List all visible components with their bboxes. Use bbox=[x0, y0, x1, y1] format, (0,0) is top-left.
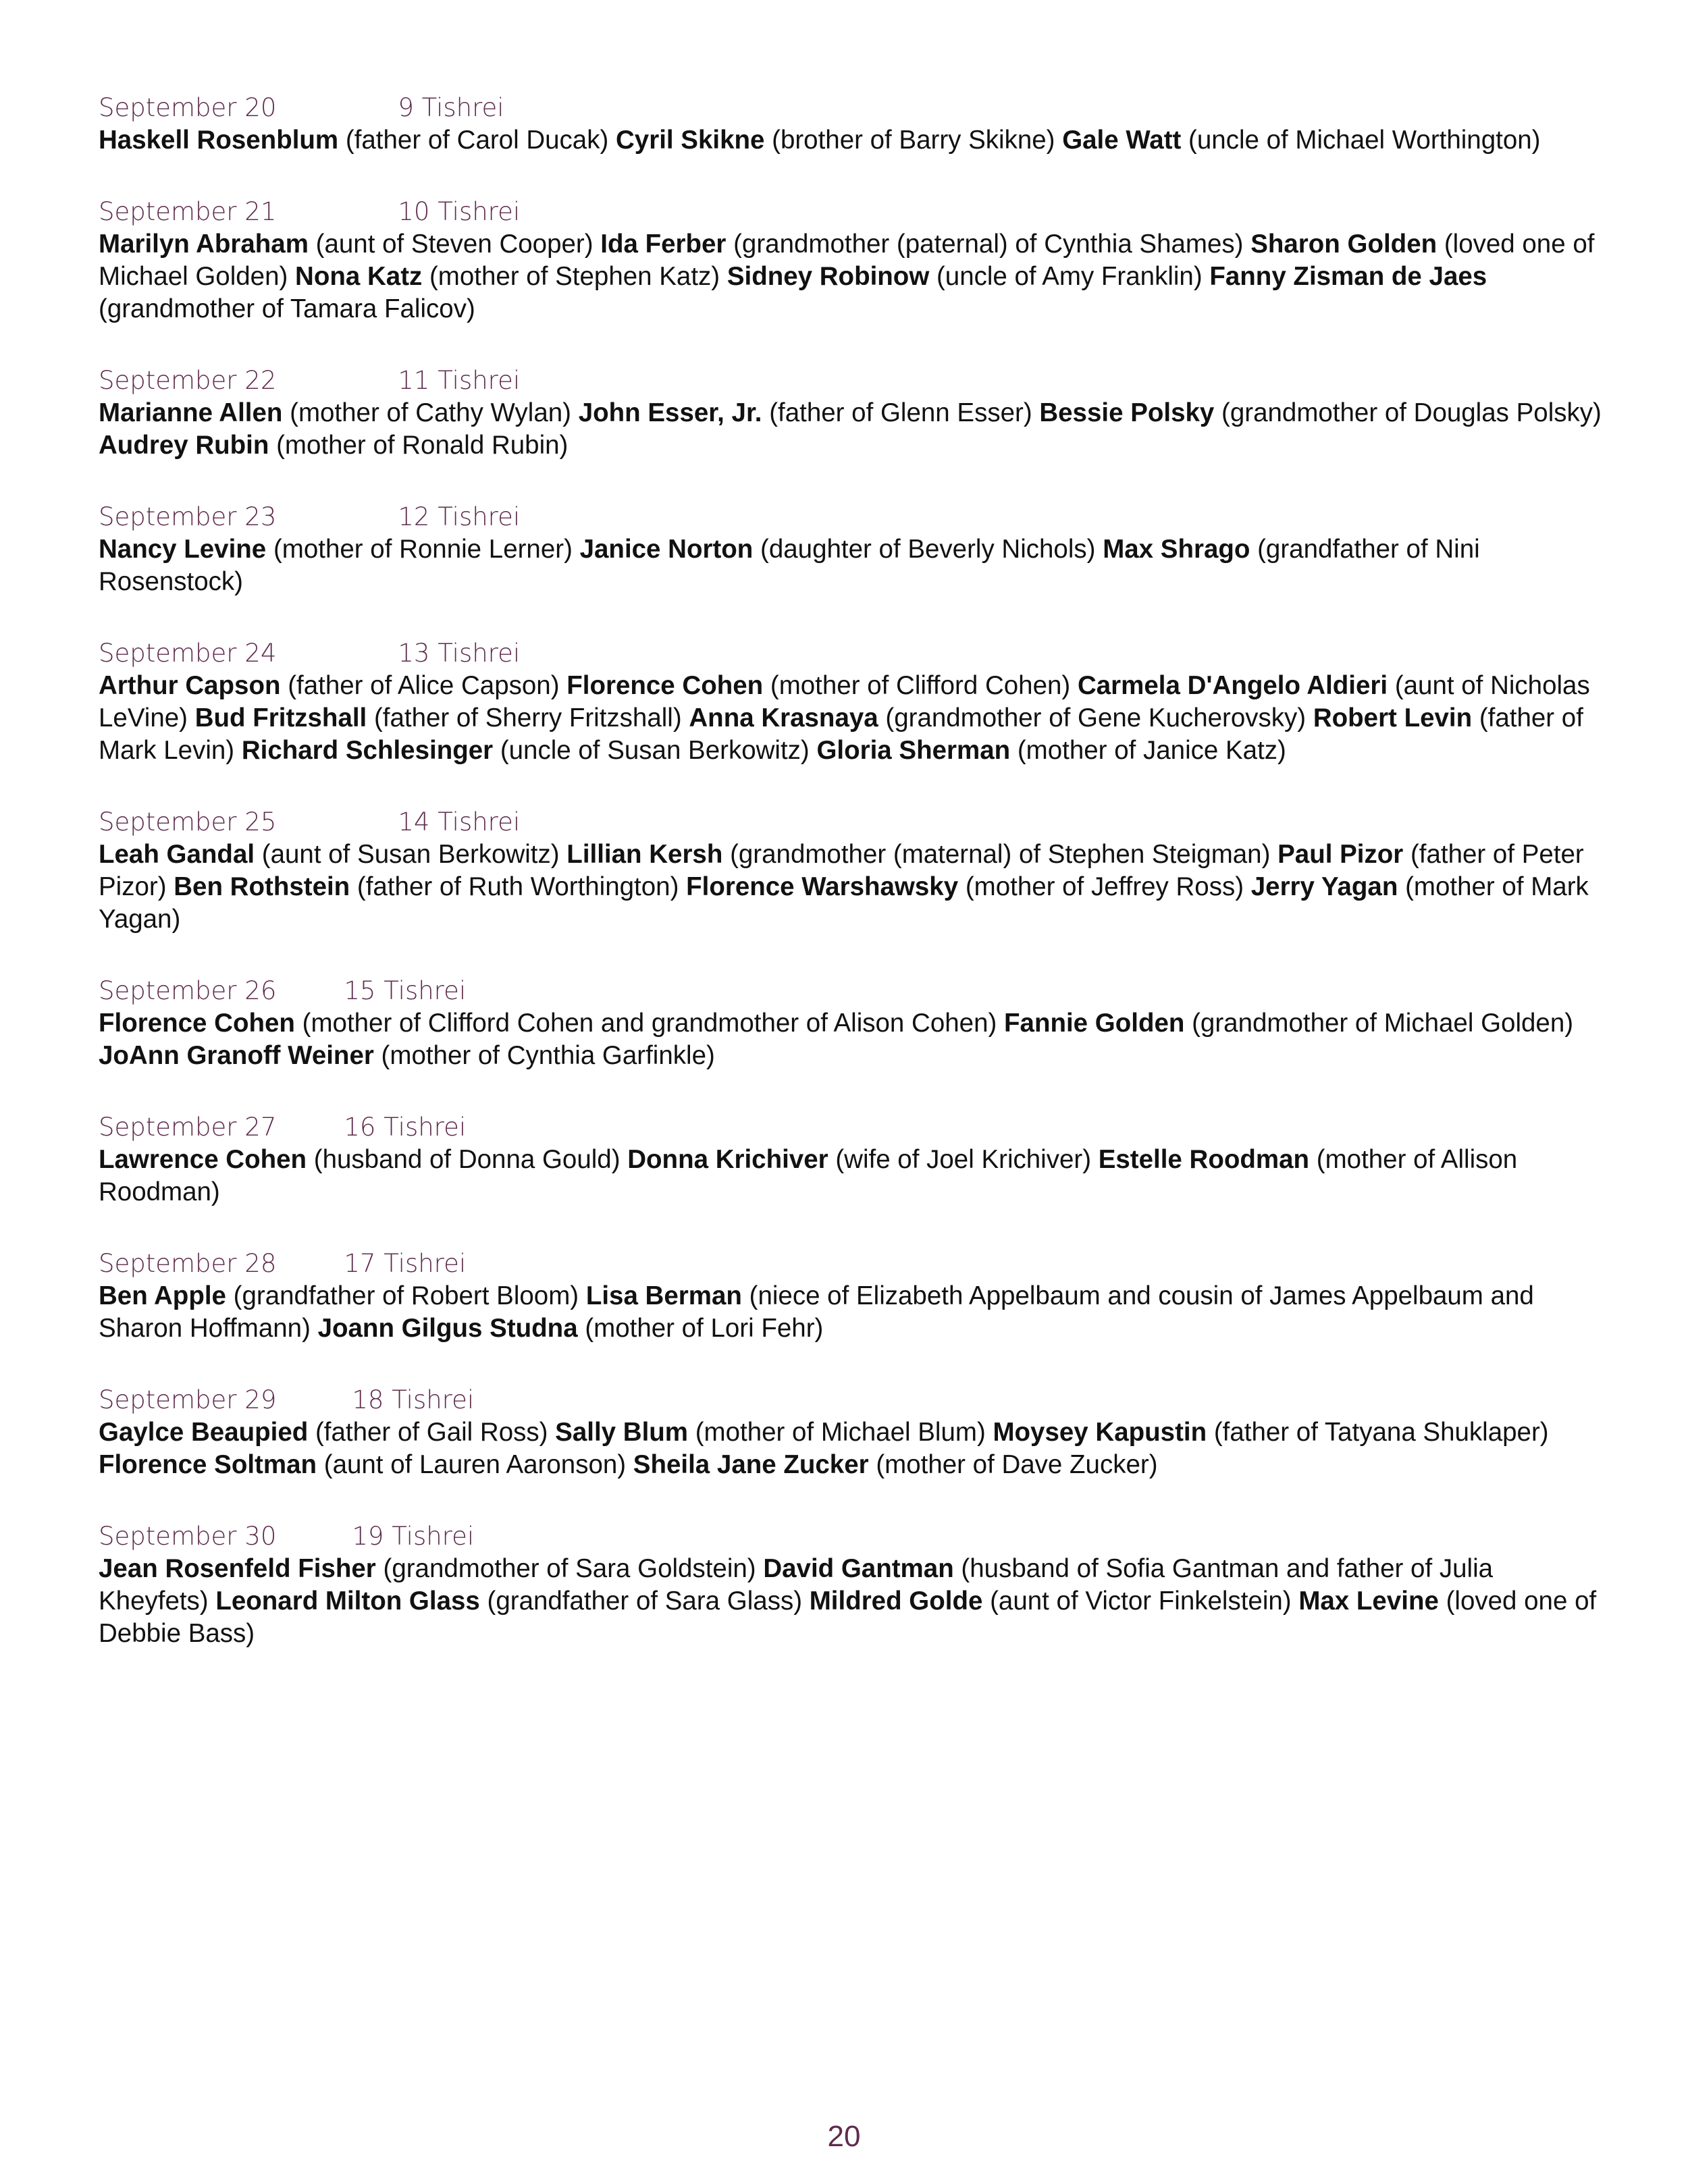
deceased-name: Florence Cohen bbox=[99, 1009, 295, 1038]
relationship: (mother of Ronald Rubin) bbox=[276, 431, 569, 460]
names-paragraph bbox=[99, 1007, 1604, 1072]
relationship: (mother of Clifford Cohen) bbox=[770, 671, 1071, 700]
deceased-name: Ida Ferber bbox=[600, 230, 727, 259]
deceased-name: Lisa Berman bbox=[585, 1281, 742, 1310]
gregorian-date: September 23 bbox=[99, 502, 277, 531]
relationship: (mother of Michael Blum) bbox=[695, 1418, 986, 1447]
deceased-name: Jerry Yagan bbox=[1250, 872, 1398, 901]
deceased-name: Joann Gilgus Studna bbox=[317, 1314, 578, 1343]
deceased-name: Florence Cohen bbox=[566, 671, 764, 700]
relationship: (husband of Sofia Gantman and father of Julia Kheyfets) bbox=[99, 1554, 1494, 1616]
deceased-name: Haskell Rosenblum bbox=[99, 126, 339, 155]
deceased-name: Sharon Golden bbox=[1250, 230, 1438, 259]
relationship: (grandfather of Robert Bloom) bbox=[233, 1281, 579, 1310]
relationship: (grandfather of Nini Rosenstock) bbox=[99, 535, 1480, 596]
hebrew-date: 9 Tishrei bbox=[398, 93, 504, 122]
date-heading bbox=[99, 1520, 1604, 1553]
relationship: (aunt of Steven Cooper) bbox=[315, 230, 594, 259]
deceased-name: Sheila Jane Zucker bbox=[633, 1450, 869, 1479]
relationship: (aunt of Lauren Aaronson) bbox=[323, 1450, 627, 1479]
relationship: (father of Tatyana Shuklaper) bbox=[1213, 1418, 1549, 1447]
deceased-name: Cyril Skikne bbox=[616, 126, 765, 155]
relationship: (aunt of Victor Finkelstein) bbox=[990, 1587, 1292, 1616]
relationship: (mother of Clifford Cohen and grandmother of Alison Cohen) bbox=[302, 1009, 997, 1038]
relationship: (grandmother of Sara Goldstein) bbox=[383, 1554, 756, 1583]
deceased-name: Nona Katz bbox=[295, 262, 423, 291]
deceased-name: Fannie Golden bbox=[1004, 1009, 1185, 1038]
deceased-name: Florence Soltman bbox=[99, 1450, 317, 1479]
relationship: (father of Ruth Worthington) bbox=[357, 872, 679, 901]
relationship: (husband of Donna Gould) bbox=[313, 1145, 621, 1174]
relationship: (loved one of Michael Golden) bbox=[99, 230, 1595, 291]
hebrew-date: 15 Tishrei bbox=[344, 976, 467, 1005]
deceased-name: Nancy Levine bbox=[99, 535, 267, 564]
hebrew-date: 18 Tishrei bbox=[352, 1385, 475, 1414]
deceased-name: Carmela D'Angelo Aldieri bbox=[1077, 671, 1388, 700]
relationship: (father of Carol Ducak) bbox=[345, 126, 609, 155]
names-paragraph bbox=[99, 670, 1604, 767]
date-section bbox=[99, 637, 1604, 767]
names-paragraph bbox=[99, 1553, 1604, 1650]
relationship: (grandmother of Douglas Polsky) bbox=[1221, 398, 1602, 427]
deceased-name: Gale Watt bbox=[1062, 126, 1182, 155]
deceased-name: Leah Gandal bbox=[99, 840, 255, 869]
deceased-name: Mildred Golde bbox=[809, 1587, 983, 1616]
relationship: (father of Sherry Fritzshall) bbox=[373, 703, 682, 733]
gregorian-date: September 21 bbox=[99, 197, 277, 226]
date-heading bbox=[99, 92, 1604, 124]
date-section bbox=[99, 975, 1604, 1072]
gregorian-date: September 22 bbox=[99, 366, 277, 395]
date-section bbox=[99, 92, 1604, 157]
hebrew-date: 12 Tishrei bbox=[398, 502, 521, 531]
date-heading bbox=[99, 806, 1604, 838]
hebrew-date: 11 Tishrei bbox=[398, 366, 521, 395]
relationship: (grandfather of Sara Glass) bbox=[487, 1587, 803, 1616]
relationship: (mother of Lori Fehr) bbox=[585, 1314, 824, 1343]
date-section bbox=[99, 806, 1604, 936]
relationship: (grandmother (paternal) of Cynthia Shames) bbox=[733, 230, 1244, 259]
relationship: (father of Mark Levin) bbox=[99, 703, 1583, 765]
deceased-name: Florence Warshawsky bbox=[686, 872, 959, 901]
names-paragraph bbox=[99, 124, 1604, 157]
hebrew-date: 14 Tishrei bbox=[398, 807, 521, 836]
deceased-name: Marilyn Abraham bbox=[99, 230, 309, 259]
deceased-name: Moysey Kapustin bbox=[993, 1418, 1207, 1447]
page-number: 20 bbox=[827, 2120, 861, 2153]
relationship: (father of Gail Ross) bbox=[315, 1418, 548, 1447]
deceased-name: Lawrence Cohen bbox=[99, 1145, 307, 1174]
deceased-name: Ben Apple bbox=[99, 1281, 226, 1310]
date-section bbox=[99, 1111, 1604, 1208]
deceased-name: Max Levine bbox=[1298, 1587, 1439, 1616]
deceased-name: Richard Schlesinger bbox=[241, 736, 494, 765]
relationship: (mother of Jeffrey Ross) bbox=[965, 872, 1244, 901]
deceased-name: John Esser, Jr. bbox=[578, 398, 762, 427]
relationship: (aunt of Nicholas LeVine) bbox=[99, 671, 1590, 733]
hebrew-date: 13 Tishrei bbox=[398, 639, 521, 668]
hebrew-date: 19 Tishrei bbox=[352, 1522, 475, 1551]
date-section bbox=[99, 196, 1604, 325]
gregorian-date: September 25 bbox=[99, 807, 277, 836]
deceased-name: Fanny Zisman de Jaes bbox=[1209, 262, 1487, 291]
relationship: (uncle of Susan Berkowitz) bbox=[500, 736, 810, 765]
deceased-name: Paul Pizor bbox=[1277, 840, 1404, 869]
relationship: (father of Glenn Esser) bbox=[769, 398, 1032, 427]
deceased-name: Janice Norton bbox=[579, 535, 754, 564]
relationship: (grandmother (maternal) of Stephen Steigman) bbox=[730, 840, 1271, 869]
relationship: (mother of Cathy Wylan) bbox=[290, 398, 571, 427]
gregorian-date: September 28 bbox=[99, 1249, 277, 1278]
deceased-name: David Gantman bbox=[763, 1554, 954, 1583]
relationship: (mother of Allison Roodman) bbox=[99, 1145, 1518, 1206]
gregorian-date: September 20 bbox=[99, 93, 277, 122]
deceased-name: Ben Rothstein bbox=[174, 872, 350, 901]
relationship: (grandmother of Gene Kucherovsky) bbox=[885, 703, 1307, 733]
gregorian-date: September 27 bbox=[99, 1113, 277, 1142]
deceased-name: Lillian Kersh bbox=[566, 840, 723, 869]
relationship: (father of Peter Pizor) bbox=[99, 840, 1584, 901]
relationship: (uncle of Amy Franklin) bbox=[936, 262, 1203, 291]
relationship: (brother of Barry Skikne) bbox=[772, 126, 1055, 155]
relationship: (daughter of Beverly Nichols) bbox=[760, 535, 1096, 564]
relationship: (mother of Janice Katz) bbox=[1017, 736, 1286, 765]
relationship: (mother of Mark Yagan) bbox=[99, 872, 1589, 934]
relationship: (mother of Cynthia Garfinkle) bbox=[381, 1041, 715, 1070]
names-paragraph bbox=[99, 1144, 1604, 1208]
names-paragraph bbox=[99, 838, 1604, 936]
deceased-name: Audrey Rubin bbox=[99, 431, 269, 460]
date-section bbox=[99, 365, 1604, 462]
names-paragraph bbox=[99, 1416, 1604, 1481]
deceased-name: Sidney Robinow bbox=[727, 262, 930, 291]
relationship: (niece of Elizabeth Appelbaum and cousin of James Appelbaum and Sharon Hoffmann) bbox=[99, 1281, 1534, 1343]
date-section bbox=[99, 1384, 1604, 1481]
deceased-name: Anna Krasnaya bbox=[689, 703, 878, 733]
hebrew-date: 10 Tishrei bbox=[398, 197, 521, 226]
relationship: (uncle of Michael Worthington) bbox=[1188, 126, 1541, 155]
date-section bbox=[99, 1248, 1604, 1345]
hebrew-date: 16 Tishrei bbox=[344, 1113, 467, 1142]
date-heading bbox=[99, 196, 1604, 228]
relationship: (aunt of Susan Berkowitz) bbox=[261, 840, 560, 869]
date-heading bbox=[99, 975, 1604, 1007]
yahrzeit-list bbox=[99, 92, 1604, 1689]
date-section bbox=[99, 501, 1604, 598]
date-heading bbox=[99, 365, 1604, 397]
date-heading bbox=[99, 1384, 1604, 1416]
deceased-name: Arthur Capson bbox=[99, 671, 281, 700]
relationship: (grandmother of Tamara Falicov) bbox=[99, 294, 475, 323]
names-paragraph bbox=[99, 1280, 1604, 1345]
gregorian-date: September 26 bbox=[99, 976, 277, 1005]
deceased-name: Estelle Roodman bbox=[1098, 1145, 1310, 1174]
deceased-name: Robert Levin bbox=[1313, 703, 1473, 733]
relationship: (mother of Ronnie Lerner) bbox=[273, 535, 573, 564]
date-section bbox=[99, 1520, 1604, 1650]
gregorian-date: September 24 bbox=[99, 639, 277, 668]
gregorian-date: September 29 bbox=[99, 1385, 277, 1414]
deceased-name: Jean Rosenfeld Fisher bbox=[99, 1554, 376, 1583]
deceased-name: JoAnn Granoff Weiner bbox=[99, 1041, 374, 1070]
deceased-name: Bud Fritzshall bbox=[194, 703, 367, 733]
deceased-name: Donna Krichiver bbox=[627, 1145, 828, 1174]
relationship: (father of Alice Capson) bbox=[288, 671, 560, 700]
date-heading bbox=[99, 501, 1604, 533]
gregorian-date: September 30 bbox=[99, 1522, 277, 1551]
date-heading bbox=[99, 1111, 1604, 1144]
hebrew-date: 17 Tishrei bbox=[344, 1249, 467, 1278]
relationship: (wife of Joel Krichiver) bbox=[835, 1145, 1092, 1174]
deceased-name: Gaylce Beaupied bbox=[99, 1418, 309, 1447]
names-paragraph bbox=[99, 397, 1604, 462]
names-paragraph bbox=[99, 228, 1604, 325]
deceased-name: Marianne Allen bbox=[99, 398, 283, 427]
relationship: (grandmother of Michael Golden) bbox=[1192, 1009, 1574, 1038]
deceased-name: Bessie Polsky bbox=[1039, 398, 1215, 427]
relationship: (mother of Dave Zucker) bbox=[876, 1450, 1158, 1479]
deceased-name: Sally Blum bbox=[555, 1418, 689, 1447]
date-heading bbox=[99, 1248, 1604, 1280]
relationship: (loved one of Debbie Bass) bbox=[99, 1587, 1597, 1648]
names-paragraph bbox=[99, 533, 1604, 598]
deceased-name: Max Shrago bbox=[1103, 535, 1250, 564]
relationship: (mother of Stephen Katz) bbox=[429, 262, 720, 291]
date-heading bbox=[99, 637, 1604, 670]
deceased-name: Gloria Sherman bbox=[816, 736, 1011, 765]
deceased-name: Leonard Milton Glass bbox=[215, 1587, 480, 1616]
